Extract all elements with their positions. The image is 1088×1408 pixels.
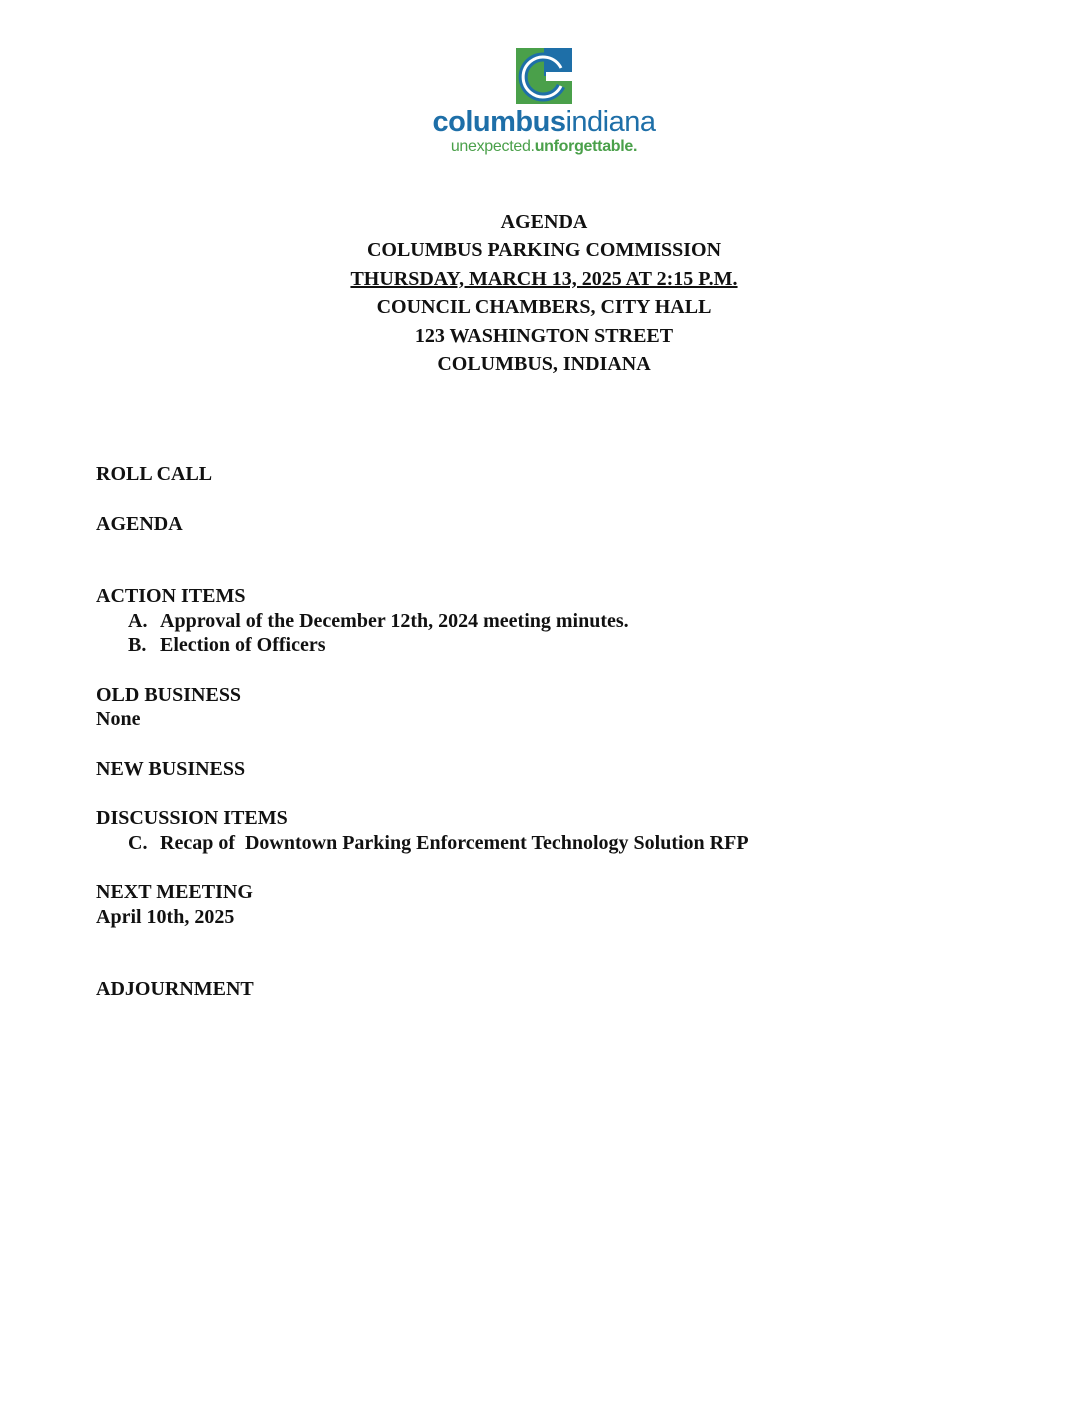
section-roll-call: ROLL CALL bbox=[96, 463, 213, 485]
item-text: Recap of Downtown Parking Enforcement Technology Solution RFP bbox=[160, 831, 749, 854]
meeting-city: COLUMBUS, INDIANA bbox=[437, 353, 651, 376]
item-text: Election of Officers bbox=[160, 634, 326, 656]
columbus-indiana-logo bbox=[0, 48, 1088, 156]
item-text: Approval of the December 12th, 2024 meeting minutes. bbox=[160, 609, 629, 632]
logo-tagline bbox=[0, 138, 1088, 156]
old-business-text: None bbox=[96, 708, 141, 730]
logo-word-light: indiana bbox=[565, 106, 656, 138]
item-letter: B. bbox=[128, 634, 147, 656]
logo-word-bold: columbus bbox=[432, 106, 566, 138]
commission-name: COLUMBUS PARKING COMMISSION bbox=[366, 239, 722, 262]
columbus-c-logo-icon bbox=[516, 48, 572, 104]
section-agenda: AGENDA bbox=[96, 512, 183, 535]
section-discussion-items: DISCUSSION ITEMS bbox=[96, 807, 288, 829]
item-letter: C. bbox=[128, 831, 148, 854]
logo-tag-light: unexpected. bbox=[450, 138, 535, 155]
logo-tag-bold: unforgettable. bbox=[534, 138, 638, 155]
section-next-meeting: NEXT MEETING bbox=[96, 881, 253, 903]
agenda-body bbox=[96, 462, 996, 1002]
agenda-title: AGENDA bbox=[500, 211, 588, 233]
item-letter: A. bbox=[128, 609, 148, 632]
meeting-location: COUNCIL CHAMBERS, CITY HALL bbox=[376, 296, 712, 319]
list-item bbox=[96, 831, 996, 856]
meeting-street: 123 WASHINGTON STREET bbox=[414, 324, 674, 347]
list-item bbox=[96, 633, 996, 658]
section-old-business: OLD BUSINESS bbox=[96, 683, 242, 706]
section-action-items: ACTION ITEMS bbox=[96, 585, 246, 607]
section-adjournment: ADJOURNMENT bbox=[96, 978, 254, 1000]
logo-wordmark bbox=[0, 106, 1088, 138]
section-new-business: NEW BUSINESS bbox=[96, 757, 246, 780]
agenda-header bbox=[0, 208, 1088, 378]
meeting-datetime: THURSDAY, MARCH 13, 2025 AT 2:15 P.M. bbox=[350, 267, 738, 290]
list-item bbox=[96, 609, 996, 634]
next-meeting-date: April 10th, 2025 bbox=[96, 905, 235, 928]
